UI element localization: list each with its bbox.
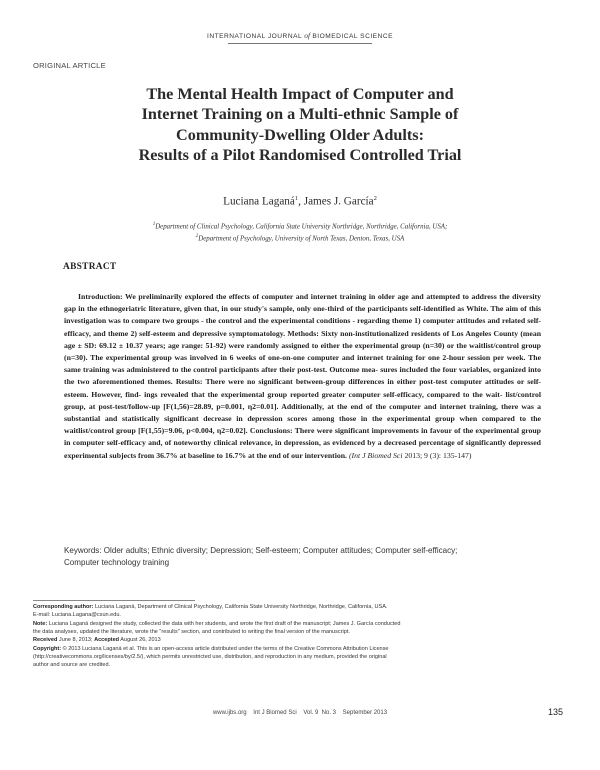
note-text: Luciana Laganá designed the study, collected the data with her students, and wrote the first draft of the manuscript; James J. García conducted [47,620,401,627]
affiliation-marker: 2 [195,234,199,240]
received-label: Received [33,637,58,644]
abstract-line: attempted to address the diversity gap in the ethnogeriatric literature, given that, in our study's sample, [64,292,541,314]
page-footer: www.ijbs.org Int J Biomed Sci Vol. 9 No. 3 September 2013 [212,710,388,716]
abstract-line: sures included the four variables, organized into the two aforementioned themes. Results: There were no [64,365,541,387]
header-rule [228,43,372,44]
accepted-date: August 26, 2013 [119,637,161,644]
abstract-line: Introduction: We preliminarily explored the effects of computer and internet training in older age and [78,292,424,301]
journal-name-of: of [304,31,311,40]
abstract-line: scores among those in the experimental group when compared to the waitlist/control group [F(1,55)=9.06, [64,414,541,436]
abstract-line: residents of Los Angeles County (mean age ± SD: 69.12 ± 10.37 years; age range: 51-92) were randomly [64,328,542,350]
title-line: Results of a Pilot Randomised Controlled Trial [138,146,462,165]
corresponding-label: Corresponding author: [33,604,94,610]
abstract-line: our intervention. [291,450,347,460]
journal-name [0,31,600,40]
affiliation-line [0,232,600,244]
accepted-label: Accepted [94,637,120,644]
corresponding-author [33,603,573,611]
abstract-line: only one-third of the participants self-identified as White. The aim of this investigation was to compare two [64,304,542,326]
abstract-line: group was involved in 6 weeks of one-on-one computer and internet training for one 2-hour session per [152,353,505,363]
article-title [40,84,560,166]
email-line[interactable]: E-mail: Luciana.Lagana@csun.edu. [33,612,121,619]
copyright-text: © 2013 Luciana Laganá et al. This is an open-access article distributed under the terms of the Creative Commons Attribution License [61,645,389,652]
footnotes [33,603,573,670]
abstract-line: p<0.004, η2=0.02]. Conclusions: There were significant improvements in favour of the experimental group [186,426,541,436]
author-affiliation-marker: 2 [373,195,377,202]
keywords-line: Computer technology training [64,558,170,568]
journal-name-part: BIOMEDICAL SCIENCE [310,33,393,40]
author-affiliation-marker: 1 [294,195,299,202]
footnote-rule [33,600,195,601]
copyright-line[interactable]: (http://creativecommons.org/licenses/by/2.5/), which permits unrestricted use, distribution, and reproduction in any medium, provided the original [33,654,387,661]
abstract-line: ings revealed that the experimental group reported greater computer self-efficacy, compared to the wait- [144,389,503,399]
affiliation-line [0,220,600,232]
journal-name-part: INTERNATIONAL JOURNAL [207,33,305,40]
abstract-body [64,291,541,462]
page-number: 135 [548,707,564,717]
affiliation-text: Department of Clinical Psychology, California State University Northridge, Northridge, California, USA; [155,223,448,231]
author-list: Luciana Laganá$^1$, James J. García$^2$ [223,195,377,208]
received-date: June 8, 2013; [57,637,95,644]
author-name[interactable]: James J. García [303,195,374,208]
abstract-line: groups - the control and the experimental conditions - regarding theme 1) computer attitudes and related [176,316,526,326]
abstract-line: significant between-group differences in either post-test computer attitudes or self-esteem. However, find- [64,377,542,399]
abstract-line: list/control group, at post-test/follow-up [F(1,56)=28.89, p=0.001, η2=0.01]. Additionally, at the end of the [64,389,542,411]
title-line: Internet Training on a Multi-ethnic Sample of [141,105,459,124]
article-type: ORIGINAL ARTICLE [33,61,106,70]
note-label: Note: [33,620,48,627]
abstract-citation: 2013; 9 (3): 135-147) [402,450,472,460]
abstract-line: computer and internet training, there was a substantial and statistically significant decrease in depression [64,401,542,424]
keywords-line: Keywords: Older adults; Ethnic diversity; Depression; Self-esteem; Computer attitudes; Computer self-efficacy; [64,546,458,555]
author-name[interactable]: Luciana Laganá [223,195,295,208]
affiliation-marker: 1 [152,222,156,227]
abstract-line: in computer self-efficacy and, of noteworthy clinical relevance, in depression, as evidenced by a decreased [64,438,417,448]
affiliation-text: Department of Psychology, University of North Texas, Denton, Texas, USA [198,235,405,243]
copyright-line [33,645,573,653]
affiliations [0,220,600,245]
title-line: The Mental Health Impact of Computer and [146,85,454,103]
keywords [64,545,542,570]
dates-line [33,636,573,644]
corresponding-text: Luciana Laganá, Department of Clinical Psychology, California State University Northridge, Northridge, California, USA. [93,604,388,610]
abstract-line: self-efficacy, and theme 2) self-esteem and depressive symptomatology. Methods: Sixty non-institutionalized [64,316,542,338]
copyright-label: Copyright: [33,645,62,652]
note-line [33,620,573,628]
abstract-line: week. The same training was administered to the control participants after their post-test. Outcome mea- [64,353,542,375]
abstract-line: percentage of significantly depressed experimental subjects from 36.7% at baseline to 16.7% at the end of [64,438,541,460]
title-line: Community-Dwelling Older Adults: [176,125,424,144]
abstract-citation-journal: (Int J Biomed Sci [348,450,403,460]
note-line: the data analyses, updated the literature, wrote the "results" section, and contributed to writing the final version of the manuscript. [33,629,350,636]
abstract-heading: ABSTRACT [63,262,117,272]
copyright-line: author and source are credited. [33,662,111,669]
abstract-line: assigned to either the experimental group (n=30) or the waitlist/control group (n=30). The experimental [64,340,541,363]
